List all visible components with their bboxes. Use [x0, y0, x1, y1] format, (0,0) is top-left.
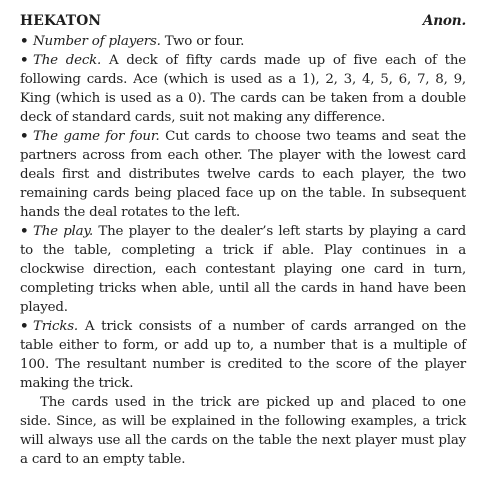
bullet-icon: •	[20, 223, 29, 239]
bullet-icon: •	[20, 318, 29, 334]
section-the-play	[20, 222, 466, 317]
section-heading: Number of players.	[33, 34, 161, 49]
section-heading: The play.	[33, 224, 94, 239]
section-text: A deck of fifty cards made up of five each of the following cards. Ace (which is used as a 1), 2, 3, 4, 5, 6, 7, 8, 9, King (which is used as a 0). The cards can be taken from a double deck of standard cards, suit not making any difference.	[20, 53, 466, 125]
section-heading: Tricks.	[33, 319, 78, 334]
document-author: Anon.	[422, 13, 466, 29]
section-the-deck	[20, 51, 466, 127]
closing-paragraph: The cards used in the trick are picked up and placed to one side. Since, as will be explained in the following examples, a trick will always use all the cards on the table the next player must play a card to an empty table.	[20, 395, 466, 467]
section-heading: The deck.	[33, 53, 102, 68]
section-text: Two or four.	[160, 34, 245, 49]
section-tricks	[20, 317, 466, 393]
bullet-icon: •	[20, 128, 29, 144]
document-page	[20, 12, 466, 469]
section-text: The player to the dealer’s left starts by playing a card to the table, completing a trick if able. Play continues in a clockwise direction, each contestant playing one card in turn, completing tricks when able, until all the cards in hand have been played.	[20, 224, 466, 315]
section-heading: The game for four.	[33, 129, 160, 144]
bullet-icon: •	[20, 33, 29, 49]
section-game-for-four	[20, 127, 466, 222]
document-title: HEKATON	[20, 13, 102, 29]
title-row	[20, 12, 466, 32]
section-number-of-players	[20, 32, 466, 51]
section-text: A trick consists of a number of cards arranged on the table either to form, or add up to, a number that is a multiple of 100. The resultant number is credited to the score of the player making the trick.	[20, 319, 466, 391]
bullet-icon: •	[20, 52, 29, 68]
section-text: Cut cards to choose two teams and seat the partners across from each other. The player with the lowest card deals first and distributes twelve cards to each player, the two remaining cards being placed face up on the table. In subsequent hands the deal rotates to the left.	[20, 129, 466, 220]
